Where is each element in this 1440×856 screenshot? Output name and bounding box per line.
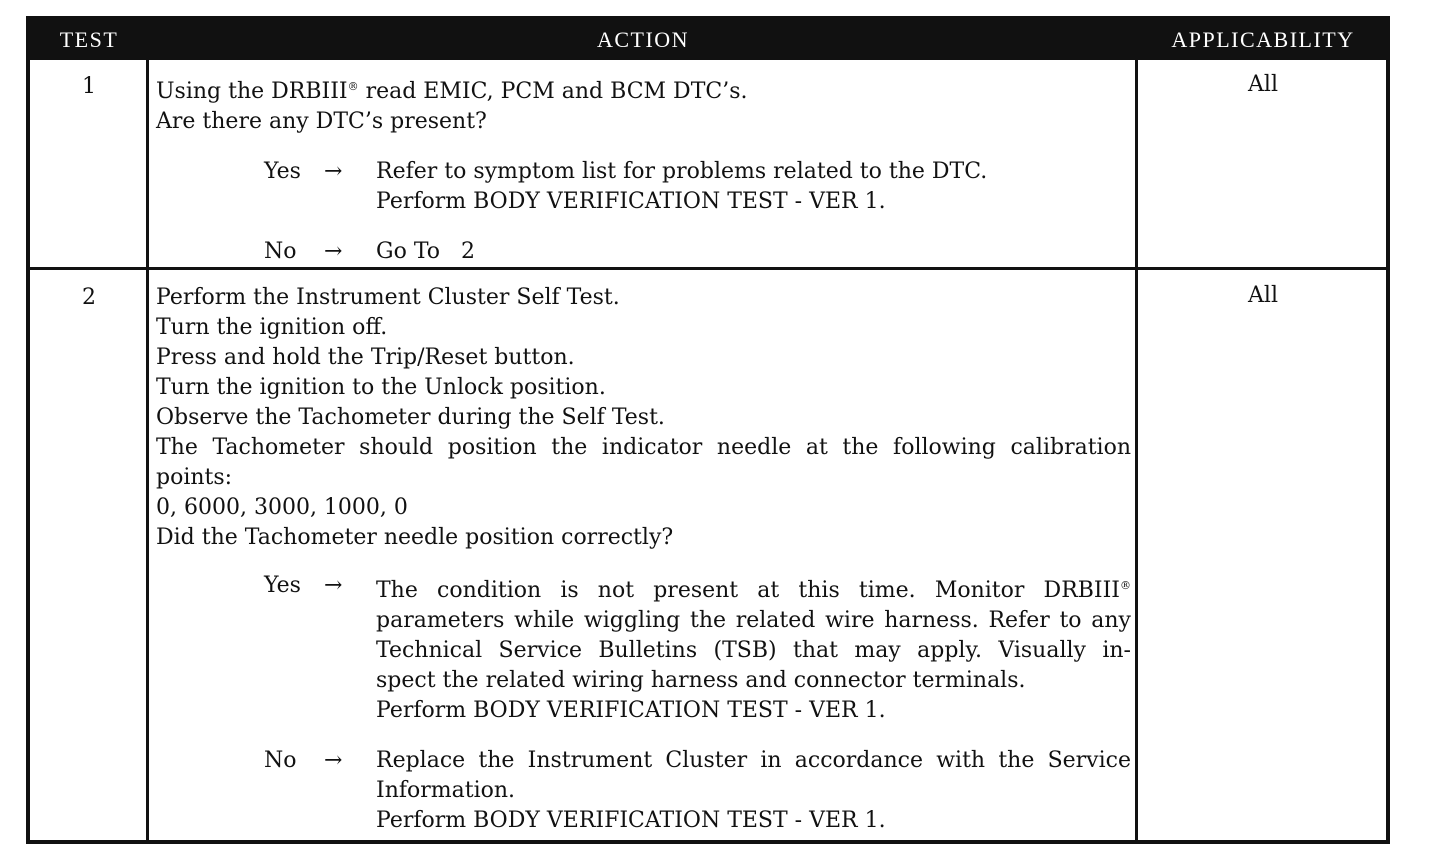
diagnostic-table [26, 16, 1390, 844]
no-branch [264, 746, 1131, 836]
action-cell [156, 283, 1131, 836]
action-line: Did the Tachometer needle position correctly? [156, 525, 674, 550]
branch-line: Perform BODY VERIFICATION TEST - VER 1. [376, 189, 886, 214]
action-line: Press and hold the Trip/Reset button. [156, 345, 575, 370]
branch-line: Information. [376, 778, 516, 803]
applicability-value: All [1248, 72, 1278, 97]
no-label: No [264, 239, 297, 264]
column-divider [1135, 60, 1138, 840]
action-cell [156, 72, 1131, 267]
arrow-icon: → [324, 573, 343, 598]
yes-label: Yes [264, 159, 301, 184]
branch-line: The condition is not present at this time. Monitor DRBIII® [376, 578, 1131, 603]
branch-line: Technical Service Bulletins (TSB) that may apply. Visually in- [376, 638, 1131, 663]
action-line: The Tachometer should position the indicator needle at the following calibration [156, 435, 1131, 460]
action-line: Turn the ignition off. [156, 315, 388, 340]
branch-line: Replace the Instrument Cluster in accordance with the Service [376, 748, 1131, 773]
action-line: Using the DRBIII® read EMIC, PCM and BCM DTC’s. [156, 79, 748, 104]
branch-line: Perform BODY VERIFICATION TEST - VER 1. [376, 698, 886, 723]
action-line: points: [156, 465, 233, 490]
arrow-icon: → [324, 748, 343, 773]
yes-label: Yes [264, 573, 301, 598]
row-divider [30, 267, 1386, 270]
action-line: 0, 6000, 3000, 1000, 0 [156, 495, 408, 520]
no-branch [264, 237, 1131, 267]
column-divider [146, 60, 149, 840]
no-label: No [264, 748, 297, 773]
header-test: TEST [59, 27, 119, 52]
yes-branch [264, 157, 1131, 217]
branch-line: parameters while wiggling the related wire harness. Refer to any [376, 608, 1131, 633]
branch-line: Refer to symptom list for problems related to the DTC. [376, 159, 988, 184]
applicability-value: All [1248, 283, 1278, 308]
action-line: Perform the Instrument Cluster Self Test. [156, 285, 620, 310]
header-applicability: APPLICABILITY [1171, 27, 1355, 52]
action-line: Turn the ignition to the Unlock position. [156, 375, 606, 400]
action-line: Observe the Tachometer during the Self Test. [156, 405, 665, 430]
arrow-icon: → [324, 159, 343, 184]
yes-branch [264, 571, 1131, 726]
branch-line: spect the related wiring harness and connector terminals. [376, 668, 1026, 693]
branch-line: Perform BODY VERIFICATION TEST - VER 1. [376, 808, 886, 833]
test-number: 2 [82, 285, 96, 310]
action-line: Are there any DTC’s present? [156, 109, 487, 134]
header-action: ACTION [596, 27, 690, 52]
arrow-icon: → [324, 239, 343, 264]
branch-line: Go To 2 [376, 239, 475, 264]
test-number: 1 [82, 74, 96, 99]
table-header [30, 20, 1386, 60]
